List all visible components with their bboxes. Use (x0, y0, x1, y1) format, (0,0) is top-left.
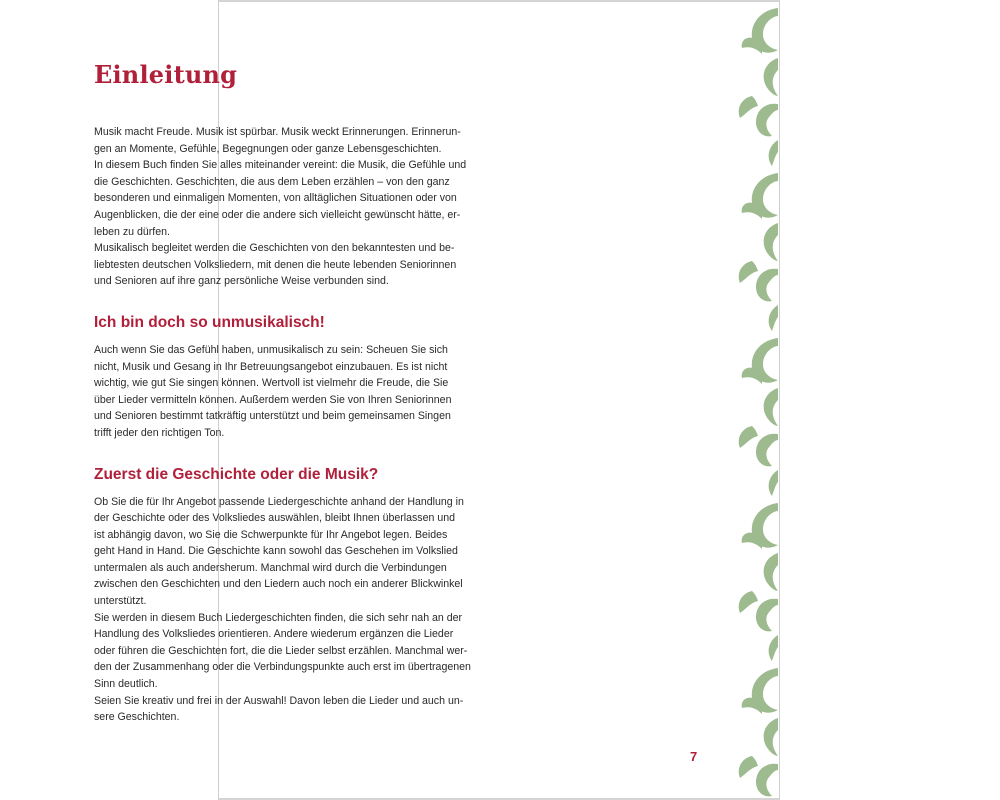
text-line: Ob Sie die für Ihr Angebot passende Liedergeschichte anhand der Handlung in (94, 495, 464, 508)
text-line: trifft jeder den richtigen Ton. (94, 426, 225, 439)
text-line: liebtesten deutschen Volksliedern, mit denen die heute lebenden Seniorinnen (94, 258, 457, 271)
text-line: Augenblicken, die der eine oder die andere sich vielleicht gewünscht hätte, er- (94, 208, 461, 221)
text-line: Auch wenn Sie das Gefühl haben, unmusikalisch zu sein: Scheuen Sie sich (94, 343, 448, 356)
page-title: Einleitung (94, 60, 238, 89)
page-content (94, 60, 482, 726)
floral-ornament-icon (732, 0, 778, 800)
intro-paragraph (94, 124, 482, 290)
page-number: 7 (690, 749, 698, 764)
text-line: Seien Sie kreativ und frei in der Auswahl! Davon leben die Lieder und auch un- (94, 694, 464, 707)
text-line: Musikalisch begleitet werden die Geschichten von den bekanntesten und be- (94, 242, 455, 255)
text-line: den der Zusammenhang oder die Verbindungspunkte auch erst im übertragenen (94, 661, 471, 674)
text-line: zwischen den Geschichten und den Liedern auch noch ein anderer Blickwinkel (94, 578, 463, 591)
section-heading-unmusikalisch: Ich bin doch so unmusikalisch! (94, 313, 325, 331)
text-line: sere Geschichten. (94, 711, 180, 724)
text-line: wichtig, wie gut Sie singen können. Wertvoll ist vielmehr die Freude, die Sie (94, 377, 449, 390)
text-line: die Geschichten. Geschichten, die aus dem Leben erzählen – von den ganz (94, 175, 450, 188)
text-line: der Geschichte oder des Volksliedes auswählen, bleibt Ihnen überlassen und (94, 512, 456, 525)
section1-paragraph (94, 342, 482, 442)
text-line: Sinn deutlich. (94, 678, 158, 691)
section2-paragraph (94, 494, 482, 726)
text-line: Handlung des Volksliedes orientieren. Andere wiederum ergänzen die Lieder (94, 628, 454, 641)
text-line: gen an Momente, Gefühle, Begegnungen oder ganze Lebensgeschichten. (94, 142, 442, 155)
text-line: oder führen die Geschichten fort, die die Lieder selbst erzählen. Manchmal wer- (94, 644, 468, 657)
section-heading-geschichte-musik: Zuerst die Geschichte oder die Musik? (94, 465, 379, 483)
text-line: ist abhängig davon, wo Sie die Schwerpunkte für Ihr Angebot legen. Beides (94, 528, 448, 541)
text-line: und Senioren auf ihre ganz persönliche Weise verbunden sind. (94, 275, 389, 288)
text-line: leben zu dürfen. (94, 225, 170, 238)
text-line: nicht, Musik und Gesang in Ihr Betreuungsangebot einzubauen. Es ist nicht (94, 360, 448, 373)
text-line: und Senioren bestimmt tatkräftig unterstützt und beim gemeinsamen Singen (94, 410, 451, 423)
text-line: untermalen als auch andersherum. Manchmal wird durch die Verbindungen (94, 561, 447, 574)
text-line: unterstützt. (94, 595, 147, 608)
text-line: Musik macht Freude. Musik ist spürbar. Musik weckt Erinnerungen. Erinnerun- (94, 126, 461, 138)
text-line: besonderen und einmaligen Momenten, von alltäglichen Situationen oder von (94, 192, 457, 205)
text-line: Sie werden in diesem Buch Liedergeschichten finden, die sich sehr nah an der (94, 611, 463, 624)
text-line: geht Hand in Hand. Die Geschichte kann sowohl das Geschehen im Volkslied (94, 545, 458, 558)
text-line: über Lieder vermitteln können. Außerdem werden Sie von Ihren Seniorinnen (94, 393, 452, 406)
text-line: In diesem Buch finden Sie alles miteinander vereint: die Musik, die Gefühle und (94, 159, 467, 172)
